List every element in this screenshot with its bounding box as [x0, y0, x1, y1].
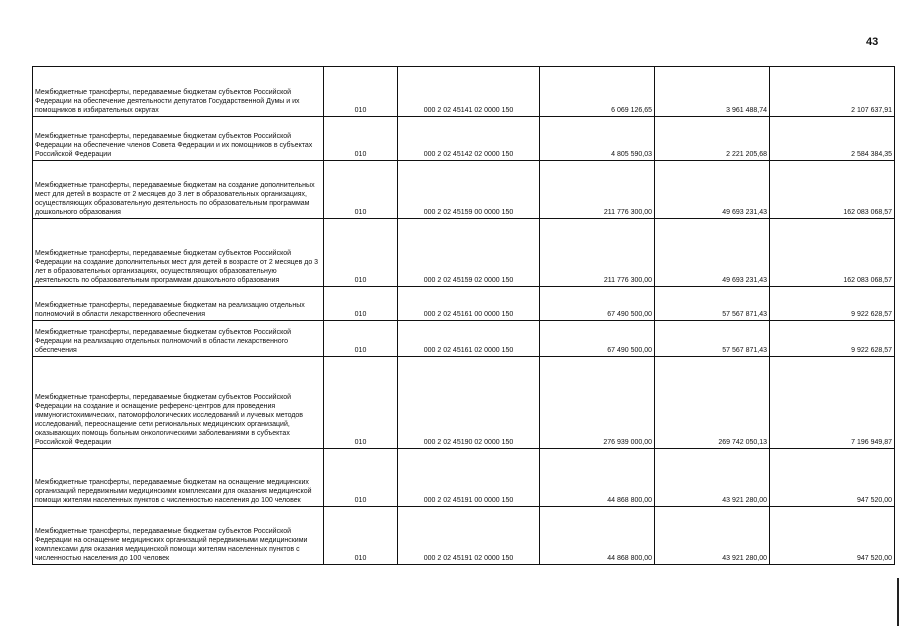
row-remaining: 2 107 637,91 — [770, 67, 895, 117]
table-row — [33, 161, 895, 219]
row-code: 010 — [324, 321, 398, 357]
row-executed: 43 921 280,00 — [655, 449, 770, 507]
row-classification: 000 2 02 45142 02 0000 150 — [398, 117, 540, 161]
row-code: 010 — [324, 449, 398, 507]
row-classification: 000 2 02 45159 00 0000 150 — [398, 161, 540, 219]
row-remaining: 947 520,00 — [770, 449, 895, 507]
row-remaining: 947 520,00 — [770, 507, 895, 565]
row-approved: 44 868 800,00 — [540, 507, 655, 565]
row-name: Межбюджетные трансферты, передаваемые бюджетам субъектов Российской Федерации на создание дополнительных мест для детей в возрасте от 2 месяцев до 3 лет в образовательных организациях, осуществляющих образовательную деятельность по образовательным программам дошкольного образования — [33, 219, 324, 287]
row-name: Межбюджетные трансферты, передаваемые бюджетам на реализацию отдельных полномочий в области лекарственного обеспечения — [33, 287, 324, 321]
row-classification: 000 2 02 45141 02 0000 150 — [398, 67, 540, 117]
row-code: 010 — [324, 219, 398, 287]
row-executed: 57 567 871,43 — [655, 321, 770, 357]
row-approved: 67 490 500,00 — [540, 321, 655, 357]
row-code: 010 — [324, 507, 398, 565]
row-name: Межбюджетные трансферты, передаваемые бюджетам субъектов Российской Федерации на реализацию отдельных полномочий в области лекарственного обеспечения — [33, 321, 324, 357]
row-executed: 57 567 871,43 — [655, 287, 770, 321]
row-name: Межбюджетные трансферты, передаваемые бюджетам субъектов Российской Федерации на создание и оснащение референс-центров для проведения иммуногистохимических, патоморфологических исследований и лучевых методов исследований, переоснащение сети региональных медицинских организаций, оказывающих помощь больным онкологическими заболеваниями в субъектах Российской Федерации — [33, 357, 324, 449]
table-row — [33, 287, 895, 321]
row-executed: 269 742 050,13 — [655, 357, 770, 449]
row-executed: 49 693 231,43 — [655, 219, 770, 287]
row-name: Межбюджетные трансферты, передаваемые бюджетам субъектов Российской Федерации на оснащение медицинских организаций передвижными медицинскими комплексами для оказания медицинской помощи жителям населенных пунктов с численностью населения до 100 человек — [33, 507, 324, 565]
row-classification: 000 2 02 45191 02 0000 150 — [398, 507, 540, 565]
row-approved: 4 805 590,03 — [540, 117, 655, 161]
page-number: 43 — [866, 36, 879, 48]
table-row — [33, 321, 895, 357]
table-row — [33, 67, 895, 117]
row-classification: 000 2 02 45161 00 0000 150 — [398, 287, 540, 321]
row-remaining: 2 584 384,35 — [770, 117, 895, 161]
table-row — [33, 117, 895, 161]
row-code: 010 — [324, 67, 398, 117]
row-code: 010 — [324, 161, 398, 219]
row-approved: 211 776 300,00 — [540, 161, 655, 219]
row-name: Межбюджетные трансферты, передаваемые бюджетам на оснащение медицинских организаций передвижными медицинскими комплексами для оказания медицинской помощи жителям населенных пунктов с численностью населения до 100 человек — [33, 449, 324, 507]
row-code: 010 — [324, 287, 398, 321]
row-approved: 276 939 000,00 — [540, 357, 655, 449]
row-classification: 000 2 02 45191 00 0000 150 — [398, 449, 540, 507]
row-classification: 000 2 02 45159 02 0000 150 — [398, 219, 540, 287]
table-row — [33, 219, 895, 287]
row-classification: 000 2 02 45161 02 0000 150 — [398, 321, 540, 357]
row-executed: 49 693 231,43 — [655, 161, 770, 219]
row-remaining: 9 922 628,57 — [770, 287, 895, 321]
row-approved: 211 776 300,00 — [540, 219, 655, 287]
row-name: Межбюджетные трансферты, передаваемые бюджетам субъектов Российской Федерации на обеспечение членов Совета Федерации и их помощников в субъектах Российской Федерации — [33, 117, 324, 161]
row-executed: 3 961 488,74 — [655, 67, 770, 117]
row-approved: 44 868 800,00 — [540, 449, 655, 507]
row-remaining: 162 083 068,57 — [770, 161, 895, 219]
row-name: Межбюджетные трансферты, передаваемые бюджетам на создание дополнительных мест для детей в возрасте от 2 месяцев до 3 лет в образовательных организациях, осуществляющих образовательную деятельность по образовательным программам дошкольного образования — [33, 161, 324, 219]
table-row — [33, 449, 895, 507]
row-classification: 000 2 02 45190 02 0000 150 — [398, 357, 540, 449]
row-remaining: 7 196 949,87 — [770, 357, 895, 449]
row-approved: 67 490 500,00 — [540, 287, 655, 321]
row-remaining: 9 922 628,57 — [770, 321, 895, 357]
row-code: 010 — [324, 357, 398, 449]
table-row — [33, 357, 895, 449]
scan-edge-mark — [897, 578, 899, 626]
row-name: Межбюджетные трансферты, передаваемые бюджетам субъектов Российской Федерации на обеспечение деятельности депутатов Государственной Думы и их помощников в избирательных округах — [33, 67, 324, 117]
row-executed: 2 221 205,68 — [655, 117, 770, 161]
row-remaining: 162 083 068,57 — [770, 219, 895, 287]
row-code: 010 — [324, 117, 398, 161]
table-row — [33, 507, 895, 565]
budget-transfers-table — [32, 66, 895, 565]
row-executed: 43 921 280,00 — [655, 507, 770, 565]
row-approved: 6 069 126,65 — [540, 67, 655, 117]
